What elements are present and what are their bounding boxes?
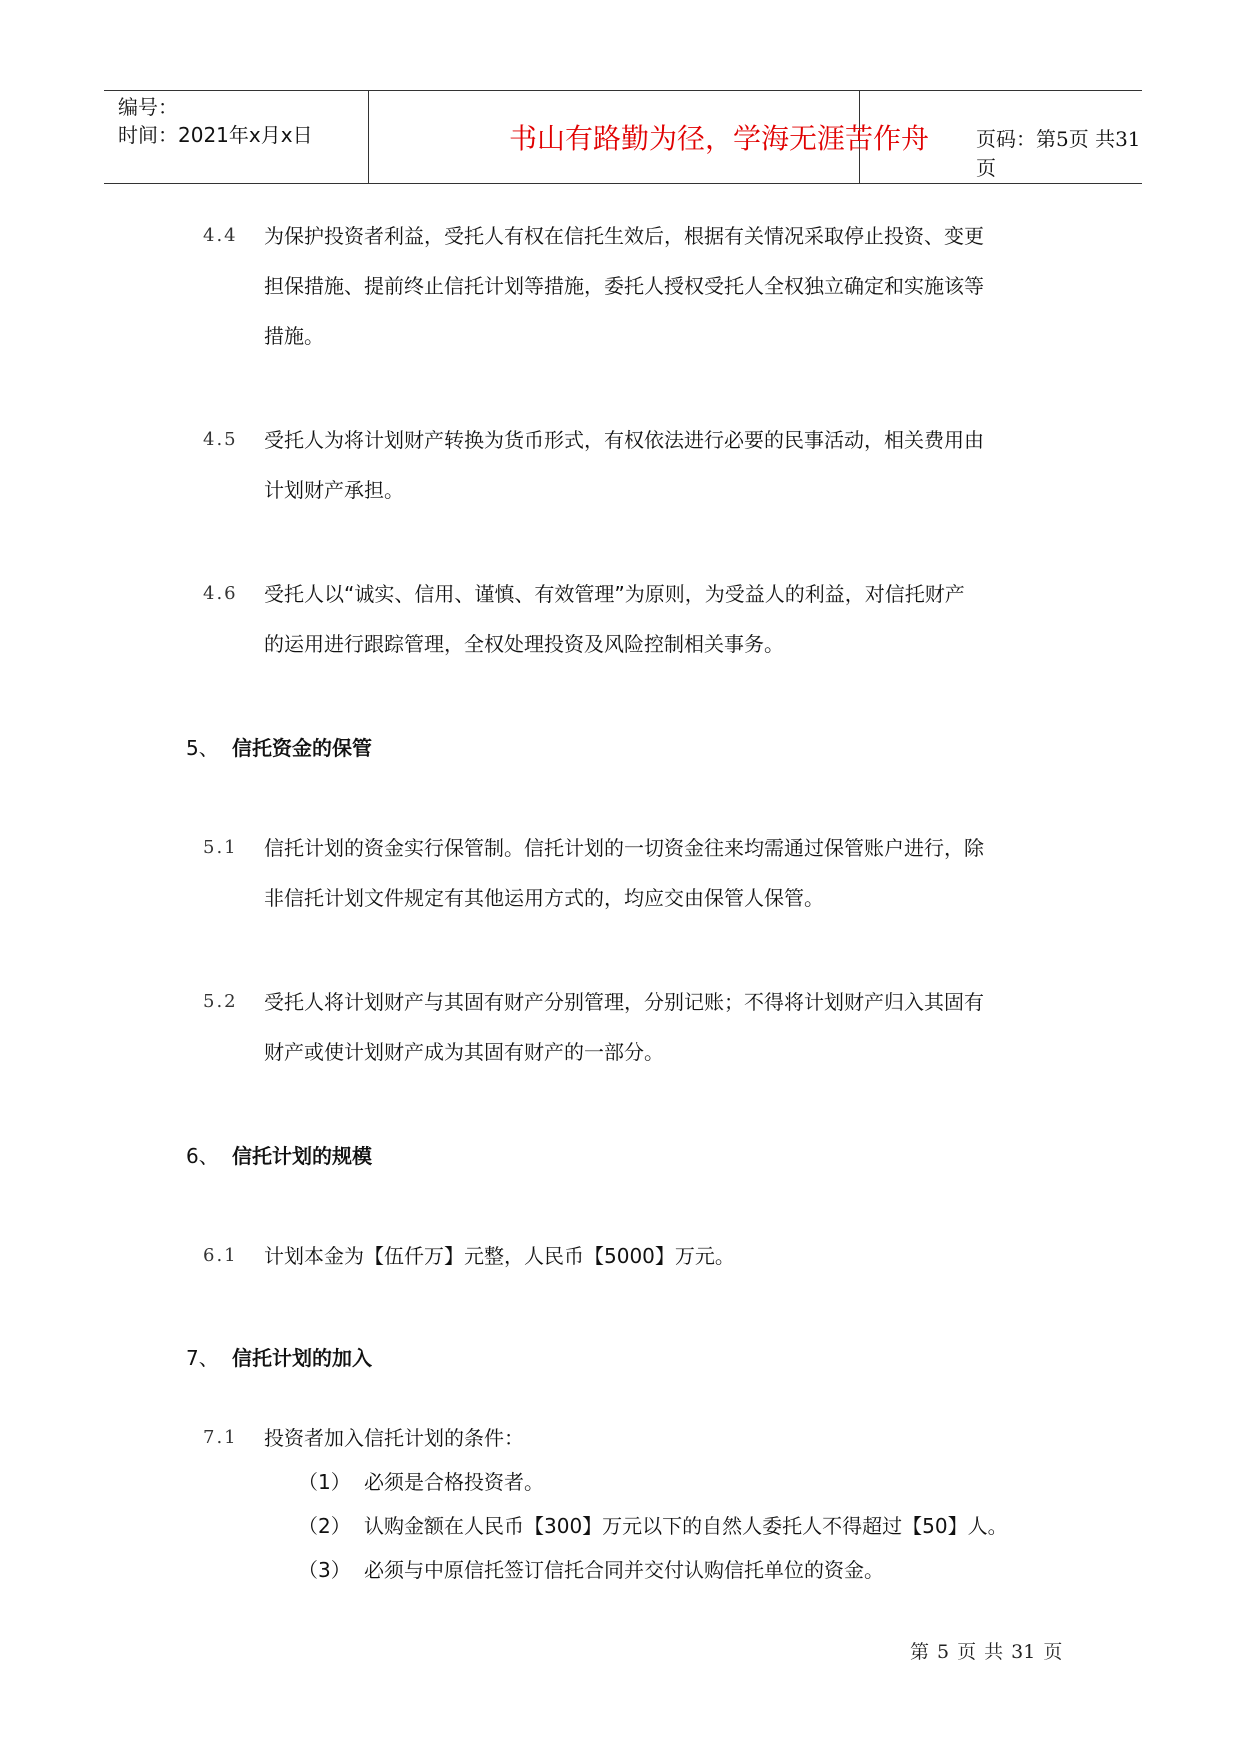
footer-page-number: 5 <box>937 1641 950 1663</box>
clause-text: 投资者加入信托计划的条件： <box>264 1426 524 1450</box>
footer-di: 第 <box>910 1641 930 1663</box>
clause-text: 的运用进行跟踪管理，全权处理投资及风险控制相关事务。 <box>264 632 784 656</box>
clause-text: 受托人将计划财产与其固有财产分别管理，分别记账；不得将计划财产归入其固有 <box>264 990 984 1014</box>
section-number: 7、 <box>186 1346 219 1370</box>
clause-number: 5.2 <box>203 991 238 1012</box>
section-title: 信托计划的加入 <box>232 1346 372 1370</box>
section-number: 5、 <box>186 736 219 760</box>
section-title: 信托计划的规模 <box>232 1144 372 1168</box>
clause-text: 受托人以“诚实、信用、谨慎、有效管理”为原则，为受益人的利益，对信托财产 <box>264 582 965 606</box>
clause-text: 信托计划的资金实行保管制。信托计划的一切资金往来均需通过保管账户进行，除 <box>264 836 984 860</box>
clause-number: 5.1 <box>203 837 238 858</box>
time-label: 时间：2021年x月x日 <box>118 123 313 147</box>
list-item-text: 必须与中原信托签订信托合同并交付认购信托单位的资金。 <box>364 1558 884 1582</box>
footer-total-pages: 31 <box>1011 1641 1036 1663</box>
clause-text: 财产或使计划财产成为其固有财产的一部分。 <box>264 1040 664 1064</box>
page-footer <box>906 1637 1066 1664</box>
footer-ye: 页 <box>1043 1641 1063 1663</box>
clause-text: 担保措施、提前终止信托计划等措施，委托人授权受托人全权独立确定和实施该等 <box>264 274 984 298</box>
page-header <box>104 90 1142 184</box>
header-page-label: 页码：第5页 共31页 <box>976 127 1141 180</box>
list-item-text: 认购金额在人民币【300】万元以下的自然人委托人不得超过【50】人。 <box>364 1514 1008 1538</box>
clause-text: 为保护投资者利益，受托人有权在信托生效后，根据有关情况采取停止投资、变更 <box>264 224 984 248</box>
clause-text: 计划本金为【伍仟万】元整，人民币【5000】万元。 <box>264 1244 735 1268</box>
clause-text: 非信托计划文件规定有其他运用方式的，均应交由保管人保管。 <box>264 886 824 910</box>
clause-text: 受托人为将计划财产转换为货币形式，有权依法进行必要的民事活动，相关费用由 <box>264 428 984 452</box>
number-label: 编号： <box>118 95 178 119</box>
footer-gong: 共 <box>984 1641 1004 1663</box>
clause-text: 计划财产承担。 <box>264 478 404 502</box>
list-item-text: 必须是合格投资者。 <box>364 1470 544 1494</box>
footer-ye: 页 <box>957 1641 977 1663</box>
list-item-number: （3） <box>298 1558 351 1582</box>
clause-number: 6.1 <box>203 1245 238 1266</box>
list-item-number: （1） <box>298 1470 351 1494</box>
header-meta <box>118 93 313 149</box>
clause-number: 4.5 <box>203 429 238 450</box>
clause-text: 措施。 <box>264 324 324 348</box>
section-number: 6、 <box>186 1144 219 1168</box>
clause-number: 4.6 <box>203 583 238 604</box>
header-divider <box>368 91 369 183</box>
header-motto: 书山有路勤为径，学海无涯苦作舟 <box>508 122 929 155</box>
clause-number: 4.4 <box>203 225 238 246</box>
section-title: 信托资金的保管 <box>232 736 372 760</box>
clause-number: 7.1 <box>203 1427 238 1448</box>
list-item-number: （2） <box>298 1514 351 1538</box>
